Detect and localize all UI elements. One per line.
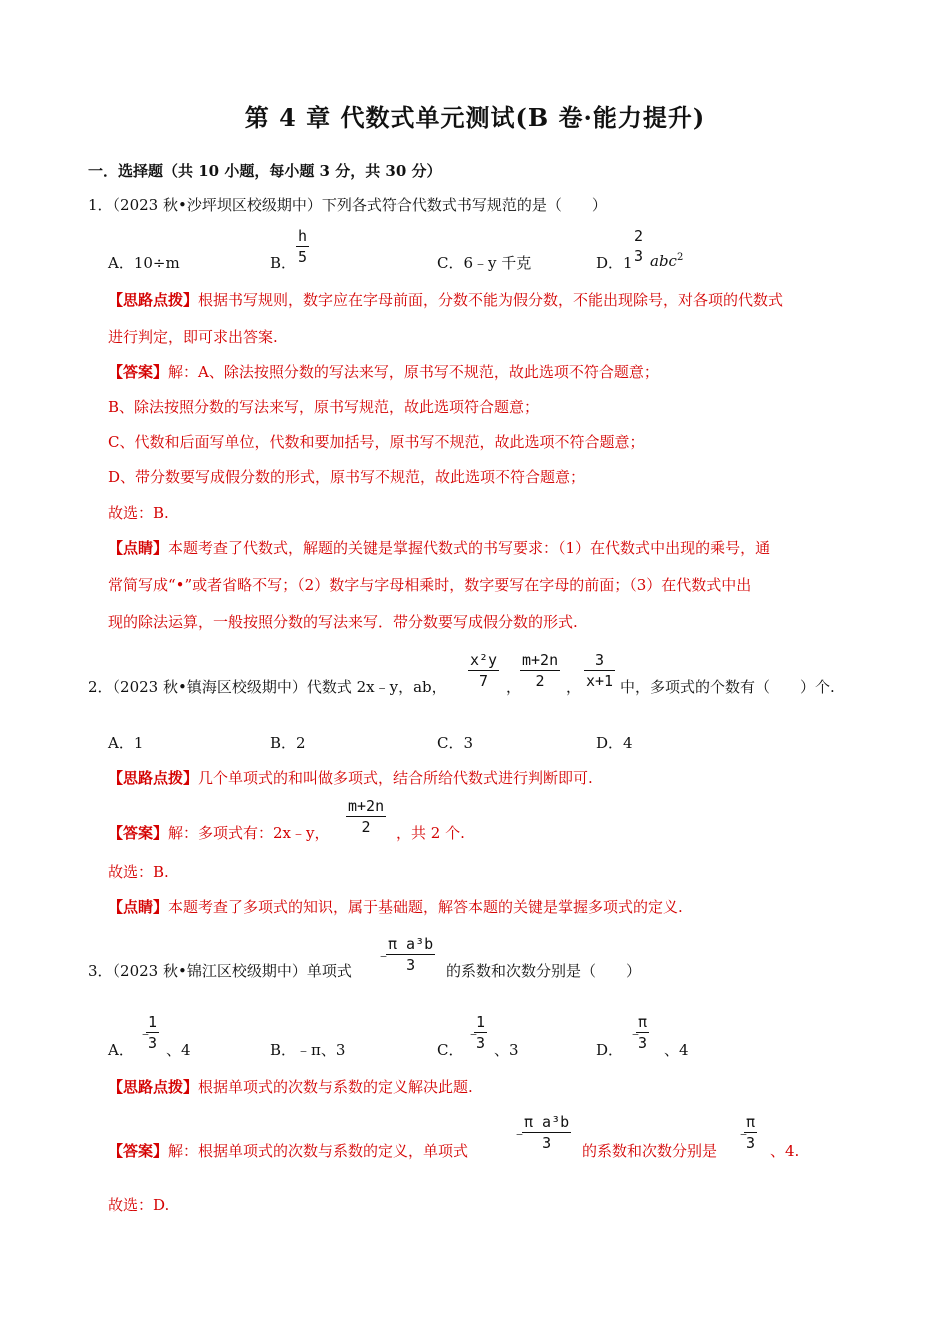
q3-stem-minus: ﹣ (376, 946, 392, 964)
fraction-numerator: h (298, 227, 308, 245)
q1-hint-line-1 (108, 289, 783, 310)
q3-hint (108, 1076, 473, 1097)
q3-option-d-minus: ﹣ (628, 1024, 644, 1042)
q2-answer-line-1 (108, 822, 330, 843)
q2-stem-start: 2．（2023 秋•镇海区校级期中）代数式 2x﹣y，ab， (88, 678, 447, 696)
hint-text: 根据单项式的次数与系数的定义解决此题. (198, 1078, 473, 1096)
q2-option-a: A．1 (108, 734, 144, 752)
fraction-numerator: 3 (595, 651, 605, 669)
fraction-denominator: 7 (468, 670, 499, 691)
q2-option-c: C．3 (437, 734, 474, 752)
q3-answer-fraction-1 (522, 1112, 571, 1153)
note-text: 本题考查了代数式，解题的关键是掌握代数式的书写要求：（1）在代数式中出现的乘号，通 (168, 539, 771, 557)
q3-answer-minus-2: ﹣ (736, 1124, 752, 1142)
q2-option-b: B．2 (270, 734, 306, 752)
fraction-numerator: π (746, 1113, 756, 1131)
note-tag: 【点睛】 (108, 539, 169, 557)
q3-option-d-label: D． (596, 1041, 624, 1059)
q1-note-line-1 (108, 537, 770, 558)
answer-text: 解：A、除法按照分数的写法来写，原书写不规范，故此选项不符合题意； (168, 363, 659, 381)
fraction-numerator: π a³b (524, 1113, 570, 1131)
note-tag: 【点睛】 (108, 898, 169, 916)
q2-answer-choice: 故选：B. (108, 863, 169, 881)
note-text: 本题考查了多项式的知识，属于基础题，解答本题的关键是掌握多项式的定义. (168, 898, 683, 916)
q3-option-d-tail: 、4 (664, 1041, 689, 1059)
q3-answer-minus-1: ﹣ (512, 1124, 528, 1142)
q1-option-d-variables: abc (650, 252, 677, 270)
q3-option-a-fraction (146, 1012, 159, 1053)
fraction-numerator: 1 (476, 1013, 486, 1031)
q3-option-a-label: A． (108, 1041, 134, 1059)
q1-note-line-3: 现的除法运算，一般按照分数的写法来写．带分数要写成假分数的形式. (108, 613, 578, 631)
fraction-denominator: 5 (298, 248, 308, 266)
fraction-denominator: 3 (634, 247, 644, 265)
q1-option-d-tail (650, 252, 683, 270)
q3-answer-fraction-2 (744, 1112, 757, 1153)
q3-option-c-minus: ﹣ (466, 1024, 482, 1042)
q3-option-a-minus: ﹣ (138, 1024, 154, 1042)
q3-option-b: B．﹣π、3 (270, 1041, 346, 1059)
q1-answer-choice: 故选：B. (108, 504, 169, 522)
fraction-denominator: 2 (346, 816, 386, 837)
fraction-denominator: 3 (638, 1034, 648, 1052)
q2-fraction-1 (468, 650, 499, 691)
q1-option-b-fraction (296, 226, 309, 267)
q2-answer-tail: ，共 2 个. (396, 824, 465, 842)
q3-option-a-tail: 、4 (166, 1041, 191, 1059)
q1-note-line-2: 常简写成“•”或者省略不写；（2）数字与字母相乘时，数字要写在字母的前面；（3）在代数式中出 (108, 576, 752, 594)
q3-option-c-label: C． (437, 1041, 464, 1059)
q2-comma-2: ， (566, 678, 582, 696)
fraction-denominator: 3 (522, 1132, 571, 1153)
hint-tag: 【思路点拨】 (108, 1078, 199, 1096)
q1-option-b-label: B． (270, 254, 297, 272)
q2-stem-end: 中，多项式的个数有（ ）个. (620, 678, 835, 696)
q3-stem-start: 3．（2023 秋•锦江区校级期中）单项式 (88, 962, 352, 980)
q3-answer-line-1 (108, 1140, 468, 1161)
q1-answer-line-2: B、除法按照分数的写法来写，原书写规范，故此选项符合题意； (108, 398, 540, 416)
page-title: 第 4 章 代数式单元测试(B 卷·能力提升) (244, 103, 706, 132)
fraction-numerator: π (638, 1013, 648, 1031)
q1-option-d-label: D．1 (596, 254, 633, 272)
answer-tag: 【答案】 (108, 363, 169, 381)
q3-option-d-fraction (636, 1012, 649, 1053)
hint-text: 几个单项式的和叫做多项式，结合所给代数式进行判断即可. (198, 769, 593, 787)
fraction-denominator: 3 (148, 1034, 158, 1052)
q1-option-a: A．10÷m (108, 254, 180, 272)
q3-answer-choice: 故选：D. (108, 1196, 170, 1214)
q1-option-d-exponent: 2 (676, 252, 684, 263)
q2-note (108, 896, 683, 917)
fraction-denominator: x+1 (586, 672, 614, 690)
fraction-numerator: m+2n (522, 651, 559, 669)
q2-answer-fraction (346, 796, 386, 837)
answer-tag: 【答案】 (108, 824, 169, 842)
q3-answer-middle: 的系数和次数分别是 (582, 1142, 718, 1160)
q2-fraction-2 (520, 650, 560, 691)
fraction-numerator: π a³b (388, 935, 434, 953)
q1-option-c: C．6﹣y 千克 (437, 254, 532, 272)
hint-tag: 【思路点拨】 (108, 769, 199, 787)
q2-option-d: D．4 (596, 734, 633, 752)
fraction-denominator: 3 (386, 954, 435, 975)
hint-tag: 【思路点拨】 (108, 291, 199, 309)
q1-hint-line-2: 进行判定，即可求出答案. (108, 328, 278, 346)
fraction-numerator: 2 (634, 227, 644, 245)
answer-text: 解：根据单项式的次数与系数的定义，单项式 (168, 1142, 469, 1160)
fraction-numerator: 1 (148, 1013, 158, 1031)
q2-comma-1: ， (506, 678, 522, 696)
section-heading: 一．选择题（共 10 小题，每小题 3 分，共 30 分） (88, 162, 442, 180)
fraction-denominator: 2 (520, 670, 560, 691)
hint-text: 根据书写规则，数字应在字母前面，分数不能为假分数，不能出现除号，对各项的代数式 (198, 291, 784, 309)
q2-hint (108, 767, 593, 788)
fraction-numerator: m+2n (348, 797, 385, 815)
q3-option-c-fraction (474, 1012, 487, 1053)
q2-fraction-3 (584, 650, 615, 691)
fraction-denominator: 3 (746, 1134, 756, 1152)
q3-stem-end: 的系数和次数分别是（ ） (446, 962, 642, 980)
q3-stem-fraction (386, 934, 435, 975)
fraction-numerator: x²y (470, 651, 498, 669)
answer-text: 解：多项式有：2x﹣y， (168, 824, 330, 842)
q1-answer-line-3: C、代数和后面写单位，代数和要加括号，原书写不规范，故此选项不符合题意； (108, 433, 645, 451)
fraction-denominator: 3 (476, 1034, 486, 1052)
q1-answer-line-1 (108, 361, 659, 382)
q3-answer-tail: 、4. (770, 1142, 800, 1160)
answer-tag: 【答案】 (108, 1142, 169, 1160)
q1-answer-line-4: D、带分数要写成假分数的形式，原书写不规范，故此选项不符合题意； (108, 468, 586, 486)
q1-stem: 1．（2023 秋•沙坪坝区校级期中）下列各式符合代数式书写规范的是（ ） (88, 196, 607, 214)
q1-option-d-fraction (632, 226, 645, 266)
q3-option-c-tail: 、3 (494, 1041, 519, 1059)
